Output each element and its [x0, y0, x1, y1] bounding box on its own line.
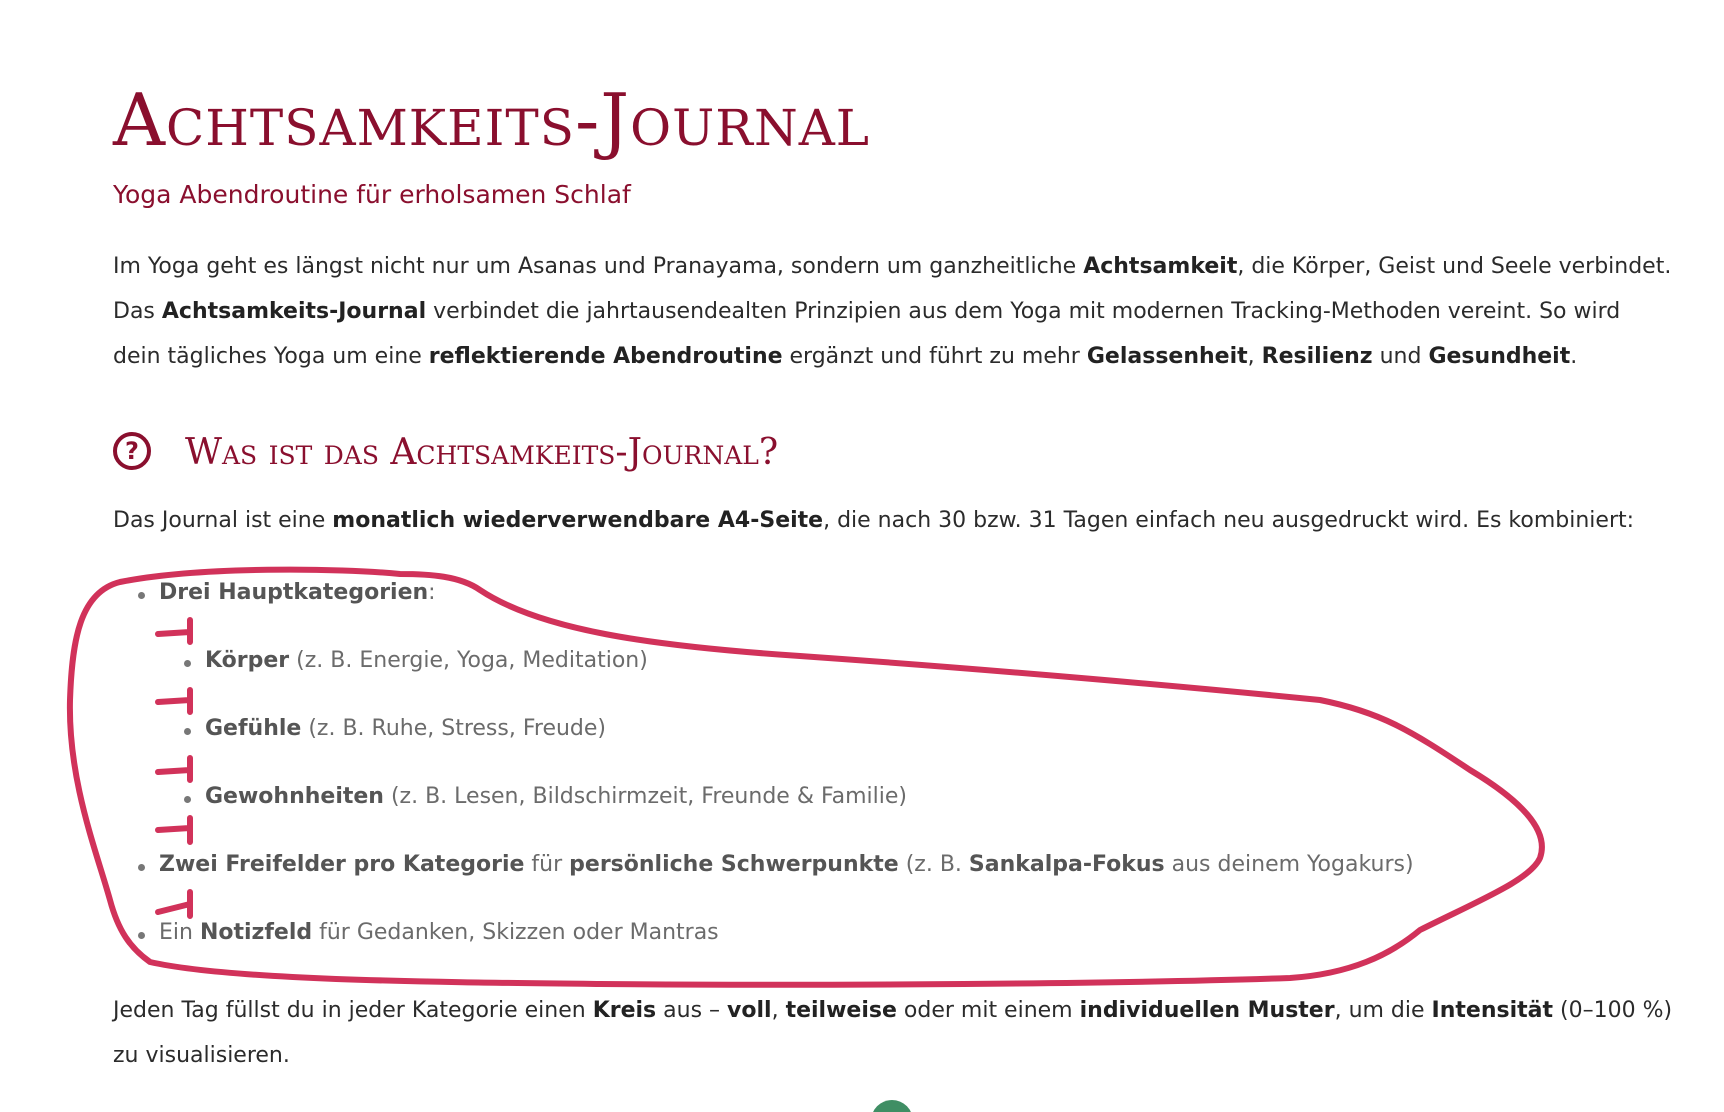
bullet-icon	[138, 932, 145, 939]
bullet-icon	[184, 796, 191, 803]
intro-paragraph: Im Yoga geht es längst nicht nur um Asanas und Pranayama, sondern um ganzheitliche Achtsamkeit, die Körper, Geist und Seele verbindet. Das Achtsamkeits-Journal verbindet die jahrtausendealten Prinzipien aus dem Yoga mit modernen Tracking-Methoden vereint. So wird dein tägliches Yoga um eine reflektierende Abendroutine ergänzt und führt zu mehr Gelassenheit, Resilienz und Gesundheit.	[113, 254, 1672, 369]
bullet-icon	[184, 660, 191, 667]
bullet-icon	[138, 864, 145, 871]
list-item: Gefühle (z. B. Ruhe, Stress, Freude)	[205, 716, 606, 741]
closing-paragraph: Jeden Tag füllst du in jeder Kategorie einen Kreis aus – voll, teilweise oder mit einem individuellen Muster, um die Intensität (0–100 %) zu visualisieren.	[113, 998, 1673, 1068]
bullet-icon	[138, 592, 145, 599]
section-heading	[113, 432, 778, 473]
list-item: Ein Notizfeld für Gedanken, Skizzen oder Mantras	[159, 920, 719, 945]
list-item: Drei Hauptkategorien:	[159, 580, 436, 605]
question-circle-icon: ?	[113, 432, 151, 470]
section-title: Was ist das Achtsamkeits-Journal?	[185, 432, 779, 473]
bullet-icon	[184, 728, 191, 735]
list-item: Gewohnheiten (z. B. Lesen, Bildschirmzeit, Freunde & Familie)	[205, 784, 907, 809]
list-item: Körper (z. B. Energie, Yoga, Meditation)	[205, 648, 648, 673]
page-title: Achtsamkeits-Journal	[113, 78, 870, 162]
scroll-top-button[interactable]	[871, 1100, 913, 1112]
page-subtitle: Yoga Abendroutine für erholsamen Schlaf	[113, 180, 631, 209]
list-item: Zwei Freifelder pro Kategorie für persönliche Schwerpunkte (z. B. Sankalpa-Fokus aus deinem Yogakurs)	[159, 852, 1414, 877]
section-description: Das Journal ist eine monatlich wiederverwendbare A4-Seite, die nach 30 bzw. 31 Tagen einfach neu ausgedruckt wird. Es kombiniert:	[113, 508, 1635, 533]
